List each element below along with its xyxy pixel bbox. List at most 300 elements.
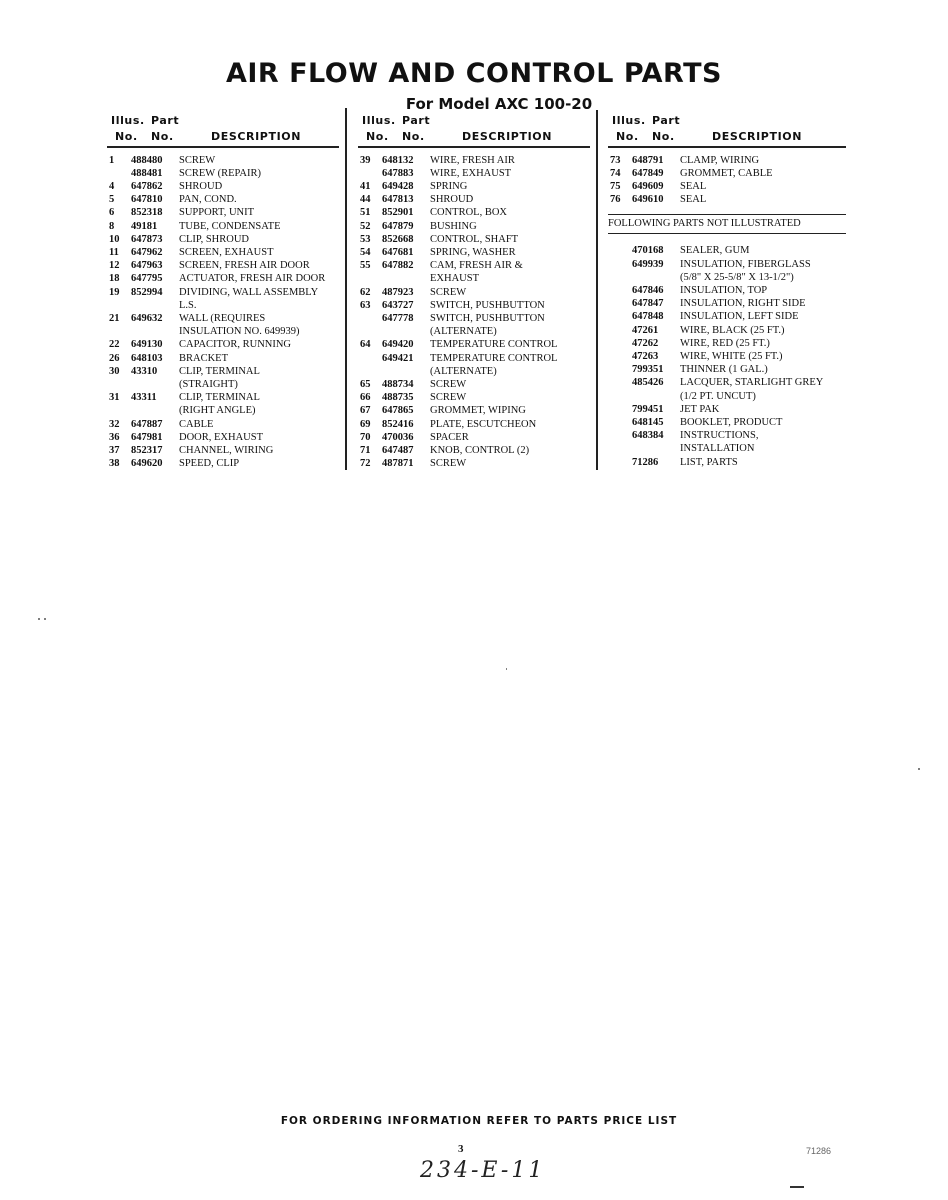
part-description: SCREW (REPAIR) (179, 167, 261, 179)
part-number: 71286 (632, 456, 659, 468)
part-description: JET PAK (680, 403, 720, 415)
part-description: (ALTERNATE) (430, 365, 497, 377)
part-description: CLIP, TERMINAL (179, 365, 260, 377)
illus-number (608, 390, 632, 403)
part-number: 649620 (131, 458, 163, 470)
part-description: CAM, FRESH AIR & (430, 260, 523, 272)
part-description: TUBE, CONDENSATE (179, 220, 281, 232)
part-description: (STRAIGHT) (179, 378, 238, 390)
header-illus: Illus. (362, 114, 396, 127)
part-description: SCREW (179, 154, 216, 166)
header-illus: Illus. (612, 114, 646, 127)
parts-row (358, 325, 590, 338)
part-description: CONTROL, SHAFT (430, 233, 519, 245)
part-description: INSTRUCTIONS, (680, 430, 759, 442)
part-number: 647846 (632, 284, 664, 296)
part-number: 470168 (632, 245, 664, 257)
parts-row (358, 180, 590, 193)
illus-number (608, 244, 632, 257)
part-description: WIRE, RED (25 FT.) (680, 337, 770, 349)
illus-number: 75 (610, 180, 621, 192)
part-number: 488481 (131, 167, 163, 179)
illus-number: 66 (360, 392, 371, 404)
scan-speck (38, 618, 40, 620)
illus-number: 26 (109, 352, 120, 364)
part-description: WIRE, BLACK (25 FT.) (680, 324, 785, 336)
parts-row (107, 154, 339, 167)
part-number: 647810 (131, 194, 163, 206)
parts-row (358, 404, 590, 417)
parts-row (107, 365, 339, 378)
parts-row (358, 352, 590, 365)
part-description: BRACKET (179, 352, 229, 364)
parts-row (608, 193, 846, 206)
part-description: (5/8" X 25-5/8" X 13-1/2") (680, 271, 794, 283)
part-number: 488480 (131, 154, 163, 166)
parts-row (608, 376, 846, 389)
scan-speck (918, 768, 920, 770)
part-description: INSTALLATION (680, 443, 755, 455)
part-number (131, 404, 179, 417)
parts-row (107, 338, 339, 351)
illus-number: 21 (109, 312, 120, 324)
illus-number (608, 258, 632, 271)
parts-row (358, 286, 590, 299)
illus-number: 1 (109, 154, 115, 166)
illus-number (608, 297, 632, 310)
handwritten-note: 234-E-11 (420, 1158, 546, 1183)
part-number: 647849 (632, 167, 664, 179)
part-number: 647963 (131, 260, 163, 272)
not-illustrated-heading: FOLLOWING PARTS NOT ILLUSTRATED (608, 214, 846, 234)
scan-speck (506, 668, 507, 670)
part-description: ACTUATOR, FRESH AIR DOOR (179, 273, 326, 285)
part-number: 485426 (632, 377, 664, 389)
part-number: 488734 (382, 378, 414, 390)
part-number: 43310 (131, 365, 158, 377)
part-description: SCREEN, FRESH AIR DOOR (179, 260, 310, 272)
header-no: No. (402, 130, 425, 143)
scan-speck (44, 618, 46, 620)
part-number: 852994 (131, 286, 163, 298)
part-description: SPRING (430, 180, 468, 192)
part-number (382, 272, 430, 285)
parts-row (107, 418, 339, 431)
parts-row (107, 299, 339, 312)
part-number: 647681 (382, 246, 414, 258)
parts-row (358, 167, 590, 180)
illus-number: 6 (109, 207, 115, 219)
part-number: 648103 (131, 352, 163, 364)
parts-row (608, 337, 846, 350)
illus-number (608, 442, 632, 455)
part-number: 647847 (632, 298, 664, 310)
parts-row (608, 456, 846, 469)
part-description: (RIGHT ANGLE) (179, 405, 256, 417)
illus-number: 65 (360, 378, 371, 390)
part-description: (1/2 PT. UNCUT) (680, 390, 756, 402)
parts-row (358, 154, 590, 167)
parts-row (608, 154, 846, 167)
page-number: 3 (458, 1143, 464, 1155)
header-description: DESCRIPTION (462, 130, 553, 143)
part-description: THINNER (1 GAL.) (680, 364, 768, 376)
parts-column-3 (608, 114, 846, 469)
part-description: CONTROL, BOX (430, 207, 508, 219)
parts-row (107, 431, 339, 444)
illus-number: 39 (360, 154, 371, 166)
header-description: DESCRIPTION (211, 130, 302, 143)
part-description: SCREW (430, 392, 467, 404)
parts-row (358, 206, 590, 219)
part-description: CABLE (179, 418, 214, 430)
part-description: DOOR, EXHAUST (179, 431, 263, 443)
parts-row (608, 244, 846, 257)
illus-number (608, 324, 632, 337)
illus-number (608, 271, 632, 284)
parts-row (358, 259, 590, 272)
part-number: 649428 (382, 180, 414, 192)
page-title: AIR FLOW AND CONTROL PARTS (225, 58, 723, 89)
part-number: 799351 (632, 364, 664, 376)
illus-number: 51 (360, 207, 371, 219)
illus-number (608, 350, 632, 363)
part-number: 47261 (632, 324, 659, 336)
parts-row (107, 352, 339, 365)
parts-row (608, 324, 846, 337)
part-description: WIRE, EXHAUST (430, 167, 512, 179)
part-number: 648384 (632, 430, 664, 442)
part-number: 647848 (632, 311, 664, 323)
parts-row (358, 299, 590, 312)
part-description: CLIP, TERMINAL (179, 392, 260, 404)
part-description: GROMMET, CABLE (680, 167, 773, 179)
parts-row (358, 338, 590, 351)
parts-row (358, 365, 590, 378)
illus-number (608, 403, 632, 416)
illus-number (107, 167, 131, 180)
illus-number (608, 337, 632, 350)
part-number: 647865 (382, 405, 414, 417)
illus-number: 62 (360, 286, 371, 298)
column-header (608, 114, 846, 146)
part-description: SHROUD (179, 180, 223, 192)
illus-number: 69 (360, 418, 371, 430)
part-number (131, 299, 179, 312)
part-number (632, 442, 680, 455)
parts-row (608, 429, 846, 442)
parts-row (358, 378, 590, 391)
illus-number (107, 299, 131, 312)
illus-number (608, 284, 632, 297)
part-description: BOOKLET, PRODUCT (680, 416, 783, 428)
parts-row (608, 167, 846, 180)
part-number: 647487 (382, 444, 414, 456)
header-no: No. (151, 130, 174, 143)
column-header (358, 114, 590, 146)
part-description: INSULATION NO. 649939) (179, 326, 300, 338)
part-description: CLIP, SHROUD (179, 233, 250, 245)
parts-row (107, 193, 339, 206)
part-description: SWITCH, PUSHBUTTON (430, 312, 545, 324)
part-description: EXHAUST (430, 273, 479, 285)
part-number: 852901 (382, 207, 414, 219)
illus-number (107, 325, 131, 338)
parts-row (608, 180, 846, 193)
part-description: CHANNEL, WIRING (179, 444, 274, 456)
part-number: 799451 (632, 403, 664, 415)
illus-number: 76 (610, 194, 621, 206)
part-description: SWITCH, PUSHBUTTON (430, 299, 545, 311)
part-number: 647778 (382, 312, 414, 324)
part-description: BUSHING (430, 220, 477, 232)
parts-row (107, 206, 339, 219)
parts-row (107, 180, 339, 193)
part-number: 649610 (632, 194, 664, 206)
part-number: 487923 (382, 286, 414, 298)
part-number: 852416 (382, 418, 414, 430)
parts-row (358, 391, 590, 404)
illus-number (107, 404, 131, 417)
parts-row (608, 403, 846, 416)
parts-row (608, 390, 846, 403)
part-number (382, 365, 430, 378)
part-description: (ALTERNATE) (430, 326, 497, 338)
part-description: SEALER, GUM (680, 245, 750, 257)
illus-number: 55 (360, 260, 371, 272)
part-description: LIST, PARTS (680, 456, 738, 468)
part-number: 852318 (131, 207, 163, 219)
part-number: 647879 (382, 220, 414, 232)
illus-number: 41 (360, 180, 371, 192)
illus-number: 67 (360, 405, 371, 417)
parts-row (107, 457, 339, 470)
column-header (107, 114, 339, 146)
part-number: 649609 (632, 180, 664, 192)
illus-number: 31 (109, 392, 120, 404)
illus-number: 72 (360, 458, 371, 470)
part-description: PLATE, ESCUTCHEON (430, 418, 537, 430)
parts-row (107, 391, 339, 404)
header-description: DESCRIPTION (712, 130, 803, 143)
part-description: SCREEN, EXHAUST (179, 246, 274, 258)
part-number: 649130 (131, 339, 163, 351)
part-description: SCREW (430, 378, 467, 390)
model-subtitle: For Model AXC 100-20 (405, 95, 593, 113)
ordering-note: FOR ORDERING INFORMATION REFER TO PARTS PRICE LIST (280, 1115, 678, 1127)
part-description: LACQUER, STARLIGHT GREY (680, 377, 824, 389)
parts-row (608, 297, 846, 310)
parts-row (358, 193, 590, 206)
parts-row (608, 350, 846, 363)
parts-row (107, 246, 339, 259)
part-description: SCREW (430, 458, 467, 470)
parts-row (107, 312, 339, 325)
part-number (632, 271, 680, 284)
parts-row (107, 444, 339, 457)
part-number: 647962 (131, 246, 163, 258)
illus-number (608, 376, 632, 389)
parts-row (608, 258, 846, 271)
illus-number: 10 (109, 233, 120, 245)
part-description: PAN, COND. (179, 194, 237, 206)
part-number (382, 325, 430, 338)
part-number: 648791 (632, 154, 664, 166)
parts-row (358, 233, 590, 246)
part-description: TEMPERATURE CONTROL (430, 339, 558, 351)
header-part: Part (151, 114, 180, 127)
part-description: SPACER (430, 431, 469, 443)
parts-row (358, 272, 590, 285)
illus-number: 44 (360, 194, 371, 206)
part-number: 49181 (131, 220, 158, 232)
illus-number (358, 272, 382, 285)
parts-row (107, 259, 339, 272)
header-rule (358, 146, 590, 148)
part-number: 43311 (131, 392, 157, 404)
illus-number: 73 (610, 154, 621, 166)
parts-row (107, 286, 339, 299)
illus-number: 71 (360, 444, 371, 456)
part-number: 649632 (131, 312, 163, 324)
illus-number: 5 (109, 194, 115, 206)
not-illustrated-list (608, 244, 846, 468)
part-number: 487871 (382, 458, 414, 470)
corner-code: 71286 (806, 1146, 832, 1156)
part-number: 647873 (131, 233, 163, 245)
part-description: SEAL (680, 194, 707, 206)
part-description: SEAL (680, 180, 707, 192)
part-number: 852668 (382, 233, 414, 245)
parts-row (358, 246, 590, 259)
illus-number (358, 325, 382, 338)
part-description: SHROUD (430, 194, 474, 206)
part-number: 648132 (382, 154, 414, 166)
illus-number: 4 (109, 180, 115, 192)
part-description: TEMPERATURE CONTROL (430, 352, 558, 364)
illus-number: 37 (109, 444, 120, 456)
part-description: WIRE, FRESH AIR (430, 154, 515, 166)
illus-number (358, 352, 382, 365)
parts-row (608, 284, 846, 297)
part-description: SPRING, WASHER (430, 246, 516, 258)
header-no: No. (115, 130, 138, 143)
illus-number (608, 310, 632, 323)
illus-number (608, 429, 632, 442)
part-description: GROMMET, WIPING (430, 405, 526, 417)
illus-number (358, 365, 382, 378)
part-number: 648145 (632, 416, 664, 428)
header-rule (608, 146, 846, 148)
parts-row (358, 457, 590, 470)
parts-row (358, 312, 590, 325)
column-divider-1 (345, 108, 347, 470)
part-description: INSULATION, LEFT SIDE (680, 311, 799, 323)
illus-number (107, 378, 131, 391)
parts-row (608, 363, 846, 376)
part-number: 647795 (131, 273, 163, 285)
part-description: SPEED, CLIP (179, 458, 240, 470)
part-number: 649420 (382, 339, 414, 351)
illus-number: 30 (109, 365, 120, 377)
part-number: 488735 (382, 392, 414, 404)
part-number: 647862 (131, 180, 163, 192)
header-no: No. (616, 130, 639, 143)
part-number: 852317 (131, 444, 163, 456)
parts-row (107, 378, 339, 391)
header-illus: Illus. (111, 114, 145, 127)
part-number (131, 378, 179, 391)
illus-number: 54 (360, 246, 371, 258)
part-number (131, 325, 179, 338)
parts-row (107, 220, 339, 233)
part-description: INSULATION, RIGHT SIDE (680, 298, 806, 310)
part-number: 649939 (632, 258, 664, 270)
parts-row (358, 418, 590, 431)
illus-number (608, 456, 632, 469)
part-description: INSULATION, TOP (680, 284, 768, 296)
illus-number: 63 (360, 299, 371, 311)
part-description: CAPACITOR, RUNNING (179, 339, 292, 351)
part-number: 647882 (382, 260, 414, 272)
parts-row (107, 272, 339, 285)
header-rule (107, 146, 339, 148)
parts-row (107, 167, 339, 180)
illus-number: 32 (109, 418, 120, 430)
parts-row (107, 404, 339, 417)
part-description: CLAMP, WIRING (680, 154, 760, 166)
part-number: 647883 (382, 167, 414, 179)
parts-column-2 (358, 114, 590, 470)
illus-number: 38 (109, 458, 120, 470)
part-description: INSULATION, FIBERGLASS (680, 258, 811, 270)
part-number: 649421 (382, 352, 414, 364)
part-description: KNOB, CONTROL (2) (430, 444, 530, 456)
illus-number: 52 (360, 220, 371, 232)
parts-row (608, 442, 846, 455)
illus-number: 74 (610, 167, 621, 179)
part-description: SUPPORT, UNIT (179, 207, 255, 219)
illus-number (608, 363, 632, 376)
parts-row (608, 416, 846, 429)
illus-number: 19 (109, 286, 120, 298)
parts-column-1 (107, 114, 339, 470)
column-divider-2 (596, 110, 598, 470)
illus-number (358, 312, 382, 325)
part-description: L.S. (179, 299, 197, 311)
part-number: 647981 (131, 431, 163, 443)
part-description: DIVIDING, WALL ASSEMBLY (179, 286, 319, 298)
illus-number: 12 (109, 260, 120, 272)
scan-mark (790, 1186, 804, 1188)
parts-row (358, 431, 590, 444)
part-description: SCREW (430, 286, 467, 298)
header-part: Part (652, 114, 681, 127)
header-part: Part (402, 114, 431, 127)
part-description: WALL (REQUIRES (179, 312, 266, 324)
illus-number: 36 (109, 431, 120, 443)
parts-row (107, 233, 339, 246)
header-no: No. (366, 130, 389, 143)
illus-number: 70 (360, 431, 371, 443)
illus-number: 11 (109, 246, 119, 258)
part-number: 47262 (632, 337, 659, 349)
illus-number: 64 (360, 339, 371, 351)
header-no: No. (652, 130, 675, 143)
illus-number: 22 (109, 339, 120, 351)
illus-number: 18 (109, 273, 120, 285)
part-number: 47263 (632, 350, 659, 362)
